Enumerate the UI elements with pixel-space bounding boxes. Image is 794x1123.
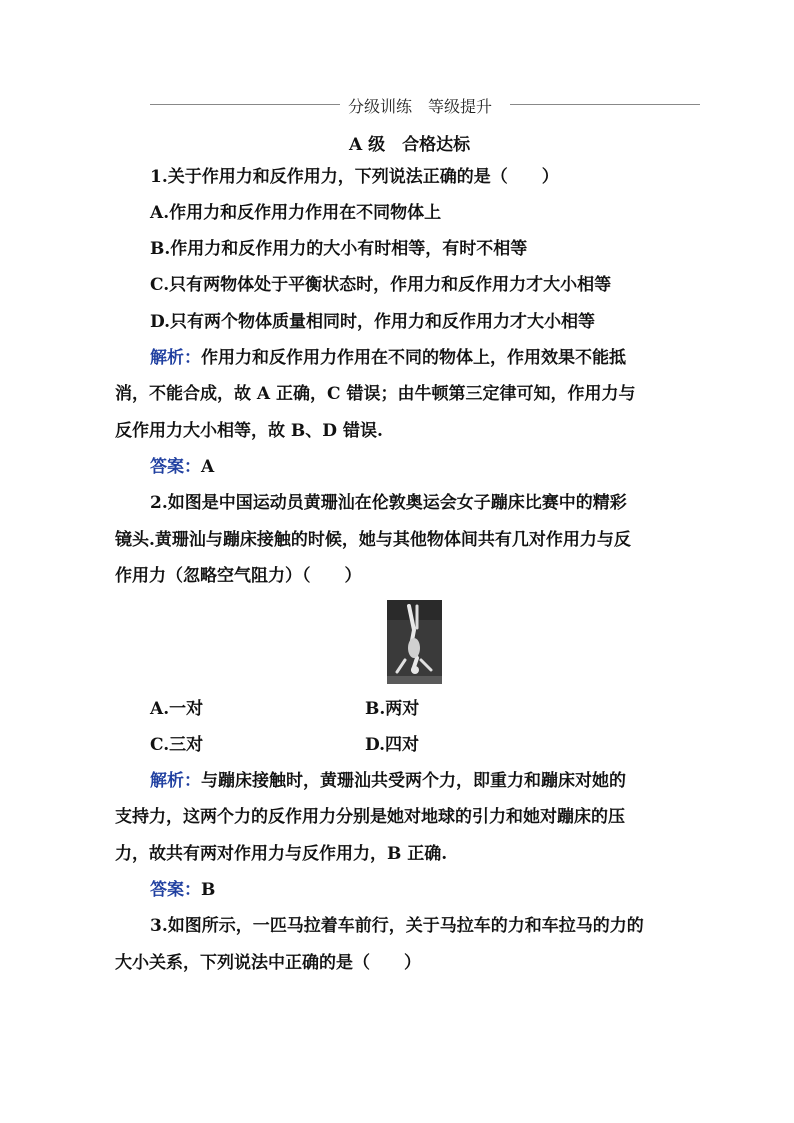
q2-option-b: B.两对 (365, 699, 420, 719)
q2-option-d: D.四对 (365, 735, 420, 755)
header-rule-left (150, 104, 340, 105)
q2-option-a: A.一对 (150, 699, 204, 719)
q2-option-c: C.三对 (150, 735, 204, 755)
trampoline-photo (387, 600, 442, 684)
q1-option-b: B.作用力和反作用力的大小有时相等，有时不相等 (150, 239, 528, 259)
q2-analysis-line-2: 支持力，这两个力的反作用力分别是她对地球的引力和她对蹦床的压 (115, 807, 625, 827)
q2-analysis-line-3: 力，故共有两对作用力与反作用力，B 正确. (115, 844, 448, 864)
q3-stem-line-1: 3.如图所示，一匹马拉着车前行，关于马拉车的力和车拉马的力的 (150, 916, 644, 936)
header-rule-right (510, 104, 700, 105)
q2-analysis-line-1: 解析：与蹦床接触时，黄珊汕共受两个力，即重力和蹦床对她的 (150, 771, 626, 791)
q1-stem: 1.关于作用力和反作用力，下列说法正确的是（ ） (150, 167, 559, 187)
q1-analysis-line-3: 反作用力大小相等，故 B、D 错误. (115, 421, 383, 441)
q1-answer-label: 答案： (150, 457, 201, 477)
q1-analysis-line-2: 消，不能合成，故 A 正确，C 错误；由牛顿第三定律可知，作用力与 (115, 384, 636, 404)
q1-analysis-label: 解析： (150, 348, 201, 368)
q1-analysis-line-1: 解析：作用力和反作用力作用在不同的物体上，作用效果不能抵 (150, 348, 626, 368)
q2-stem-line-2: 镜头.黄珊汕与蹦床接触的时候，她与其他物体间共有几对作用力与反 (115, 530, 631, 550)
q3-stem-line-2: 大小关系，下列说法中正确的是（ ） (115, 953, 421, 973)
q2-answer: 答案：B (150, 880, 216, 900)
level-heading: A 级 合格达标 (349, 135, 471, 155)
q2-analysis-label: 解析： (150, 771, 201, 791)
q2-stem-line-3: 作用力（忽略空气阻力）（ ） (115, 566, 362, 586)
q1-answer: 答案：A (150, 457, 215, 477)
q2-answer-label: 答案： (150, 880, 201, 900)
q1-option-d: D.只有两个物体质量相同时，作用力和反作用力才大小相等 (150, 312, 596, 332)
section-header: 分级训练 等级提升 (342, 94, 498, 117)
q2-stem-line-1: 2.如图是中国运动员黄珊汕在伦敦奥运会女子蹦床比赛中的精彩 (150, 493, 627, 513)
gymnast-figure-icon (387, 600, 442, 684)
q1-option-a: A.作用力和反作用力作用在不同物体上 (150, 203, 442, 223)
q1-option-c: C.只有两物体处于平衡状态时，作用力和反作用力才大小相等 (150, 275, 612, 295)
